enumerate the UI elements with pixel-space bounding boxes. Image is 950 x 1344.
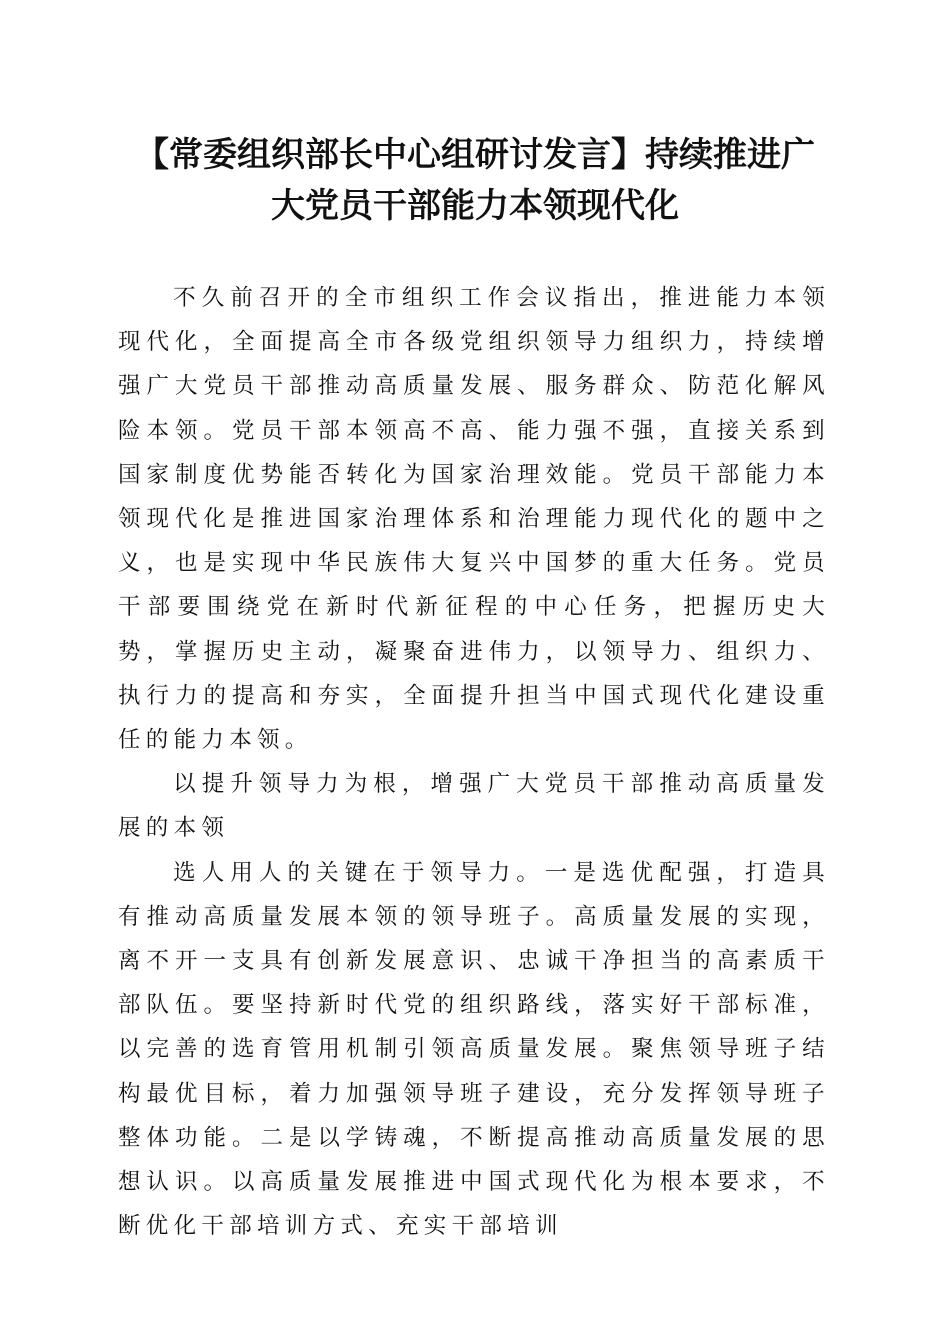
section-heading: 以提升领导力为根，增强广大党员干部推动高质量发展的本领 <box>118 771 830 842</box>
paragraph-leadership: 选人用人的关键在于领导力。一是选优配强，打造具有推动高质量发展本领的领导班子。高质量发展的实现，离不开一支具有创新发展意识、忠诚干净担当的高素质干部队伍。要坚持新时代党的组织路线，落实好干部标准，以完善的选育管用机制引领高质量发展。聚焦领导班子结构最优目标，着力加强领导班子建设，充分发挥领导班子整体功能。二是以学铸魂，不断提高推动高质量发展的思想认识。以高质量发展推进中国式现代化为根本要求，不断优化干部培训方式、充实干部培训 <box>118 859 830 1240</box>
title-line-1: 【常委组织部长中心组研讨发言】持续推进广 <box>135 135 815 175</box>
title-line-2: 大党员干部能力本领现代化 <box>271 186 679 226</box>
paragraph-intro: 不久前召开的全市组织工作会议指出，推进能力本领现代化，全面提高全市各级党组织领导力组织力，持续增强广大党员干部推动高质量发展、服务群众、防范化解风险本领。党员干部本领高不高、能力强不强，直接关系到国家制度优势能否转化为国家治理效能。党员干部能力本领现代化是推进国家治理体系和治理能力现代化的题中之义，也是实现中华民族伟大复兴中国梦的重大任务。党员干部要围绕党在新时代新征程的中心任务，把握历史大势，掌握历史主动，凝聚奋进伟力，以领导力、组织力、执行力的提高和夯实，全面提升担当中国式现代化建设重任的能力本领。 <box>118 285 830 754</box>
document-title <box>115 130 835 232</box>
document-body <box>118 276 830 1248</box>
